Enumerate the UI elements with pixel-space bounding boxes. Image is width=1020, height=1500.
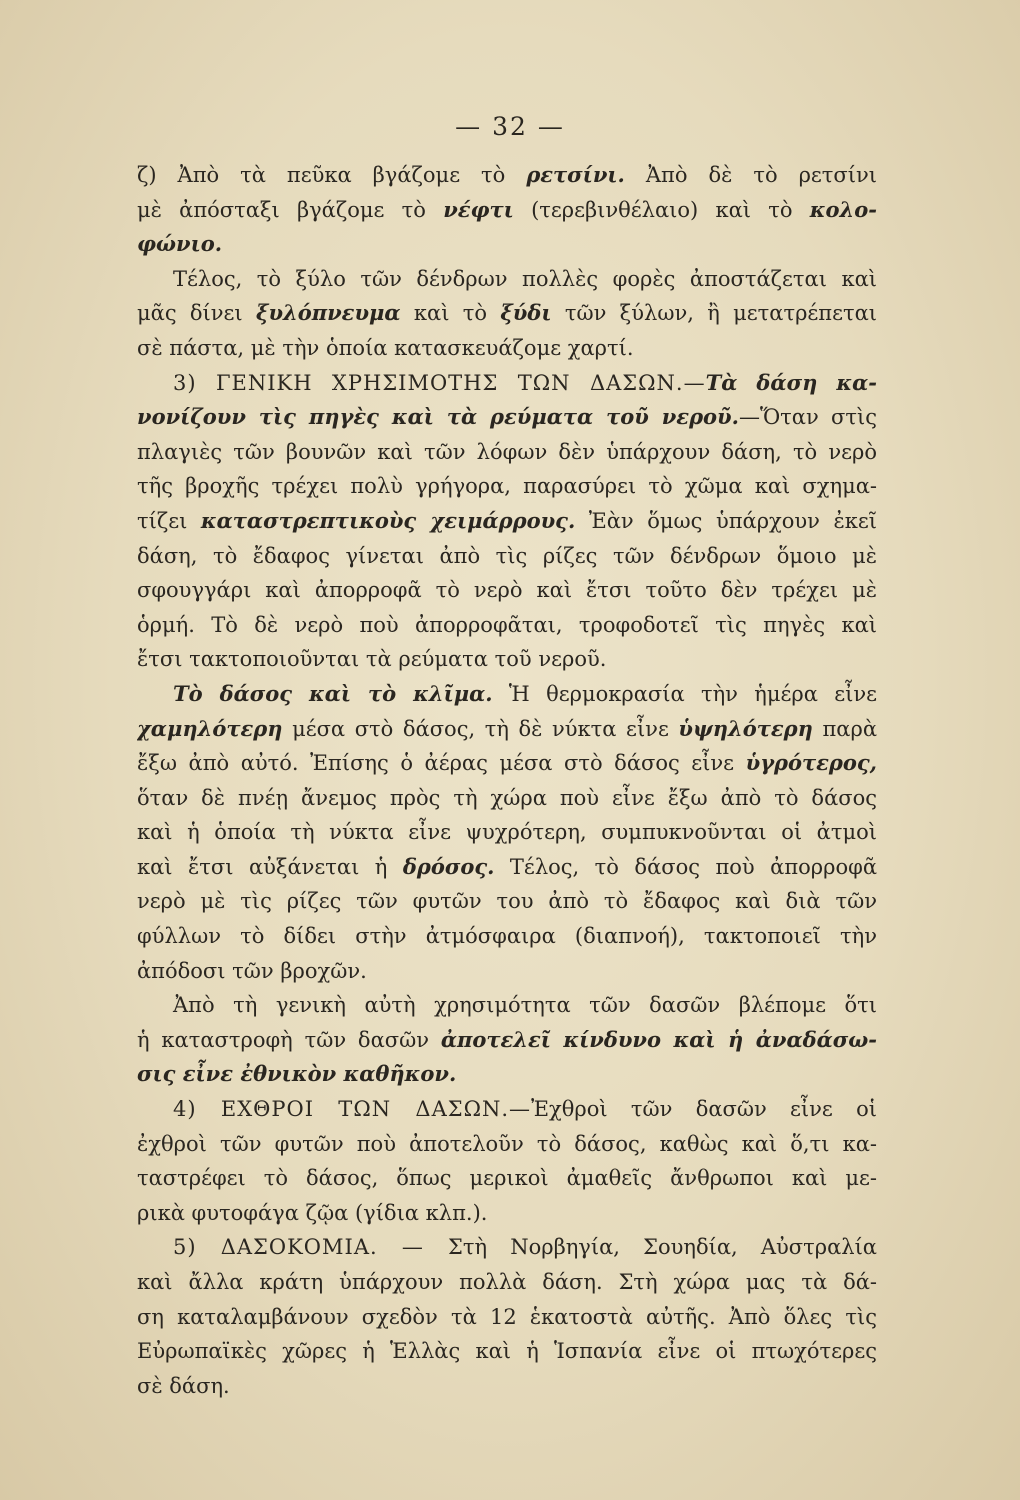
emphasis-text: καταστρεπτικοὺς χειμάρρους.: [200, 507, 576, 533]
text-run: (τερεβινθέλαιο) καὶ τὸ: [513, 197, 810, 222]
text-line: [137, 781, 877, 816]
text-line: [137, 1265, 877, 1300]
text-run: καὶ τὸ: [400, 301, 501, 326]
text-run: ση καταλαμβάνουν σχεδὸν τὰ 12 ἑκατοστὰ αὐτῆς. Ἀπὸ ὅλες τὶς: [137, 1304, 877, 1329]
text-line: [137, 504, 877, 539]
text-run: Ἐχθροὶ τῶν δασῶν εἶνε οἱ: [531, 1097, 877, 1122]
text-line: [137, 712, 877, 747]
text-run: μὲ ἀπόσταξι βγάζομε τὸ: [137, 197, 444, 222]
text-run: ἀπόδοσι τῶν βροχῶν.: [137, 958, 367, 983]
text-run: ἐχθροὶ τῶν φυτῶν ποὺ ἀποτελοῦν τὸ δάσος, καθὼς καὶ ὅ,τι κα-: [137, 1131, 877, 1156]
text-line: [137, 400, 877, 435]
text-line: [137, 1230, 877, 1265]
text-run: Τέλος, τὸ δάσος ποὺ ἀπορροφᾶ: [494, 854, 877, 879]
emphasis-text: σις εἶνε ἐθνικὸν καθῆκον.: [137, 1061, 457, 1087]
text-run: 4) ΕΧΘΡΟΙ ΤΩΝ ΔΑΣΩΝ.—: [173, 1097, 532, 1122]
text-run: Ἀπὸ τὴ γενικὴ αὐτὴ χρησιμότητα τῶν δασῶν βλέπομε ὅτι: [173, 993, 877, 1018]
text-run: Τέλος, τὸ ξύλο τῶν δένδρων πολλὲς φορὲς ἀποστάζεται καὶ: [173, 266, 877, 291]
text-line: [137, 954, 877, 989]
text-run: καὶ ἡ ὁποία τὴ νύκτα εἶνε ψυχρότερη, συμπυκνοῦνται οἱ ἀτμοὶ: [137, 820, 877, 845]
text-run: ὁρμή. Τὸ δὲ νερὸ ποὺ ἀπορροφᾶται, τροφοδοτεῖ τὶς πηγὲς καὶ: [137, 612, 877, 637]
text-run: Ἐὰν ὅμως ὑπάρχουν ἐκεῖ: [575, 508, 877, 533]
text-line: [137, 642, 877, 677]
text-run: Στὴ Νορβηγία, Σουηδία, Αὐστραλία: [448, 1235, 877, 1260]
text-line: [137, 1057, 877, 1092]
text-run: τῶν ξύλων, ἢ μετατρέπεται: [551, 301, 877, 326]
emphasis-text: χαμηλότερη: [137, 715, 283, 741]
text-line: [137, 435, 877, 470]
page-number: — 32 —: [455, 112, 565, 141]
text-line: [137, 539, 877, 574]
text-line: [137, 608, 877, 643]
text-run: πλαγιὲς τῶν βουνῶν καὶ τῶν λόφων δὲν ὑπάρχουν δάση, τὸ νερὸ: [137, 439, 877, 464]
text-line: [137, 1092, 877, 1127]
emphasis-text: ξυλόπνευμα: [256, 300, 401, 326]
text-run: ἔτσι τακτοποιοῦνται τὰ ρεύματα τοῦ νεροῦ.: [137, 647, 607, 672]
text-line: [137, 1300, 877, 1335]
text-run: —Ὅταν στὶς: [738, 405, 877, 430]
emphasis-text: δρόσος.: [402, 853, 495, 879]
text-line: [137, 919, 877, 954]
text-line: [137, 850, 877, 885]
text-line: [137, 193, 877, 228]
text-line: [137, 366, 877, 401]
text-line: [137, 262, 877, 297]
text-line: [137, 1334, 877, 1369]
body-text: [137, 158, 877, 1403]
emphasis-text: Τὸ δάσος καὶ τὸ κλῖμα.: [173, 680, 493, 706]
text-line: [137, 227, 877, 262]
text-line: [137, 469, 877, 504]
text-run: καὶ ἄλλα κράτη ὑπάρχουν πολλὰ δάση. Στὴ χώρα μας τὰ δά-: [137, 1270, 877, 1294]
emphasis-text: κολο-: [809, 196, 877, 222]
text-run: ἔξω ἀπὸ αὐτό. Ἐπίσης ὁ ἀέρας μέσα στὸ δάσος εἶνε: [137, 751, 746, 776]
text-line: [137, 815, 877, 850]
text-run: Ἡ θερμοκρασία τὴν ἡμέρα εἶνε: [492, 681, 877, 706]
text-run: καὶ ἔτσι αὐξάνεται ἡ: [137, 854, 403, 879]
text-run: μέσα στὸ δάσος, τὴ δὲ νύκτα εἶνε: [282, 716, 679, 741]
text-run: 3) ΓΕΝΙΚΗ ΧΡΗΣΙΜΟΤΗΣ ΤΩΝ ΔΑΣΩΝ.—: [173, 370, 706, 395]
text-run: Ἀπὸ δὲ τὸ ρετσίνι: [624, 163, 877, 187]
text-line: [137, 1023, 877, 1058]
text-run: ἡ καταστροφὴ τῶν δασῶν: [137, 1027, 441, 1052]
emphasis-text: φώνιο.: [137, 231, 223, 257]
text-line: [137, 884, 877, 919]
text-run: 5) ΔΑΣΟΚΟΜΙΑ. —: [173, 1235, 448, 1260]
emphasis-text: ρετσίνι.: [526, 162, 625, 187]
text-run: σφουγγάρι καὶ ἀπορροφᾶ τὸ νερὸ καὶ ἔτσι τοῦτο δὲν τρέχει μὲ: [137, 578, 877, 603]
text-run: νερὸ μὲ τὶς ρίζες τῶν φυτῶν του ἀπὸ τὸ ἔδαφος καὶ διὰ τῶν: [137, 889, 877, 914]
text-line: [137, 331, 877, 366]
emphasis-text: ὑγρότερος,: [745, 750, 877, 776]
text-run: Εὐρωπαϊκὲς χῶρες ἡ Ἑλλὰς καὶ ἡ Ἱσπανία εἶνε οἱ πτωχότερες: [137, 1339, 877, 1364]
text-run: δάση, τὸ ἔδαφος γίνεται ἀπὸ τὶς ρίζες τῶν δένδρων ὅμοιο μὲ: [137, 543, 877, 568]
text-run: σὲ δάση.: [137, 1373, 230, 1398]
emphasis-text: νέφτι: [443, 196, 514, 222]
emphasis-text: Τὰ δάση κα-: [705, 369, 877, 395]
text-run: ρικὰ φυτοφάγα ζῷα (γίδια κλπ.).: [137, 1200, 488, 1225]
text-line: [137, 1127, 877, 1162]
text-run: μᾶς δίνει: [137, 301, 256, 326]
text-line: [137, 677, 877, 712]
text-run: τίζει: [137, 508, 201, 533]
text-run: παρὰ: [812, 716, 877, 741]
text-run: φύλλων τὸ δίδει στὴν ἀτμόσφαιρα (διαπνοή), τακτοποιεῖ τὴν: [137, 924, 877, 949]
text-line: [137, 573, 877, 608]
text-run: ταστρέφει τὸ δάσος, ὅπως μερικοὶ ἀμαθεῖς ἄνθρωποι καὶ με-: [137, 1166, 877, 1191]
emphasis-text: νονίζουν τὶς πηγὲς καὶ τὰ ρεύματα τοῦ νεροῦ.: [137, 404, 739, 430]
text-line: [137, 296, 877, 331]
text-run: τῆς βροχῆς τρέχει πολὺ γρήγορα, παρασύρει τὸ χῶμα καὶ σχημα-: [137, 474, 877, 499]
text-run: ζ) Ἀπὸ τὰ πεῦκα βγάζομε τὸ: [137, 163, 527, 187]
text-line: [137, 158, 877, 193]
text-line: [137, 988, 877, 1023]
emphasis-text: ἀποτελεῖ κίνδυνο καὶ ἡ ἀναδάσω-: [440, 1026, 877, 1052]
text-run: ὅταν δὲ πνέῃ ἄνεμος πρὸς τὴ χώρα ποὺ εἶνε ἔξω ἀπὸ τὸ δάσος: [137, 785, 877, 810]
text-line: [137, 1161, 877, 1196]
text-line: [137, 746, 877, 781]
text-line: [137, 1369, 877, 1404]
text-run: σὲ πάστα, μὲ τὴν ὁποία κατασκευάζομε χαρτί.: [137, 335, 634, 360]
text-line: [137, 1196, 877, 1231]
emphasis-text: ὑψηλότερη: [678, 715, 813, 741]
emphasis-text: ξύδι: [500, 300, 552, 326]
